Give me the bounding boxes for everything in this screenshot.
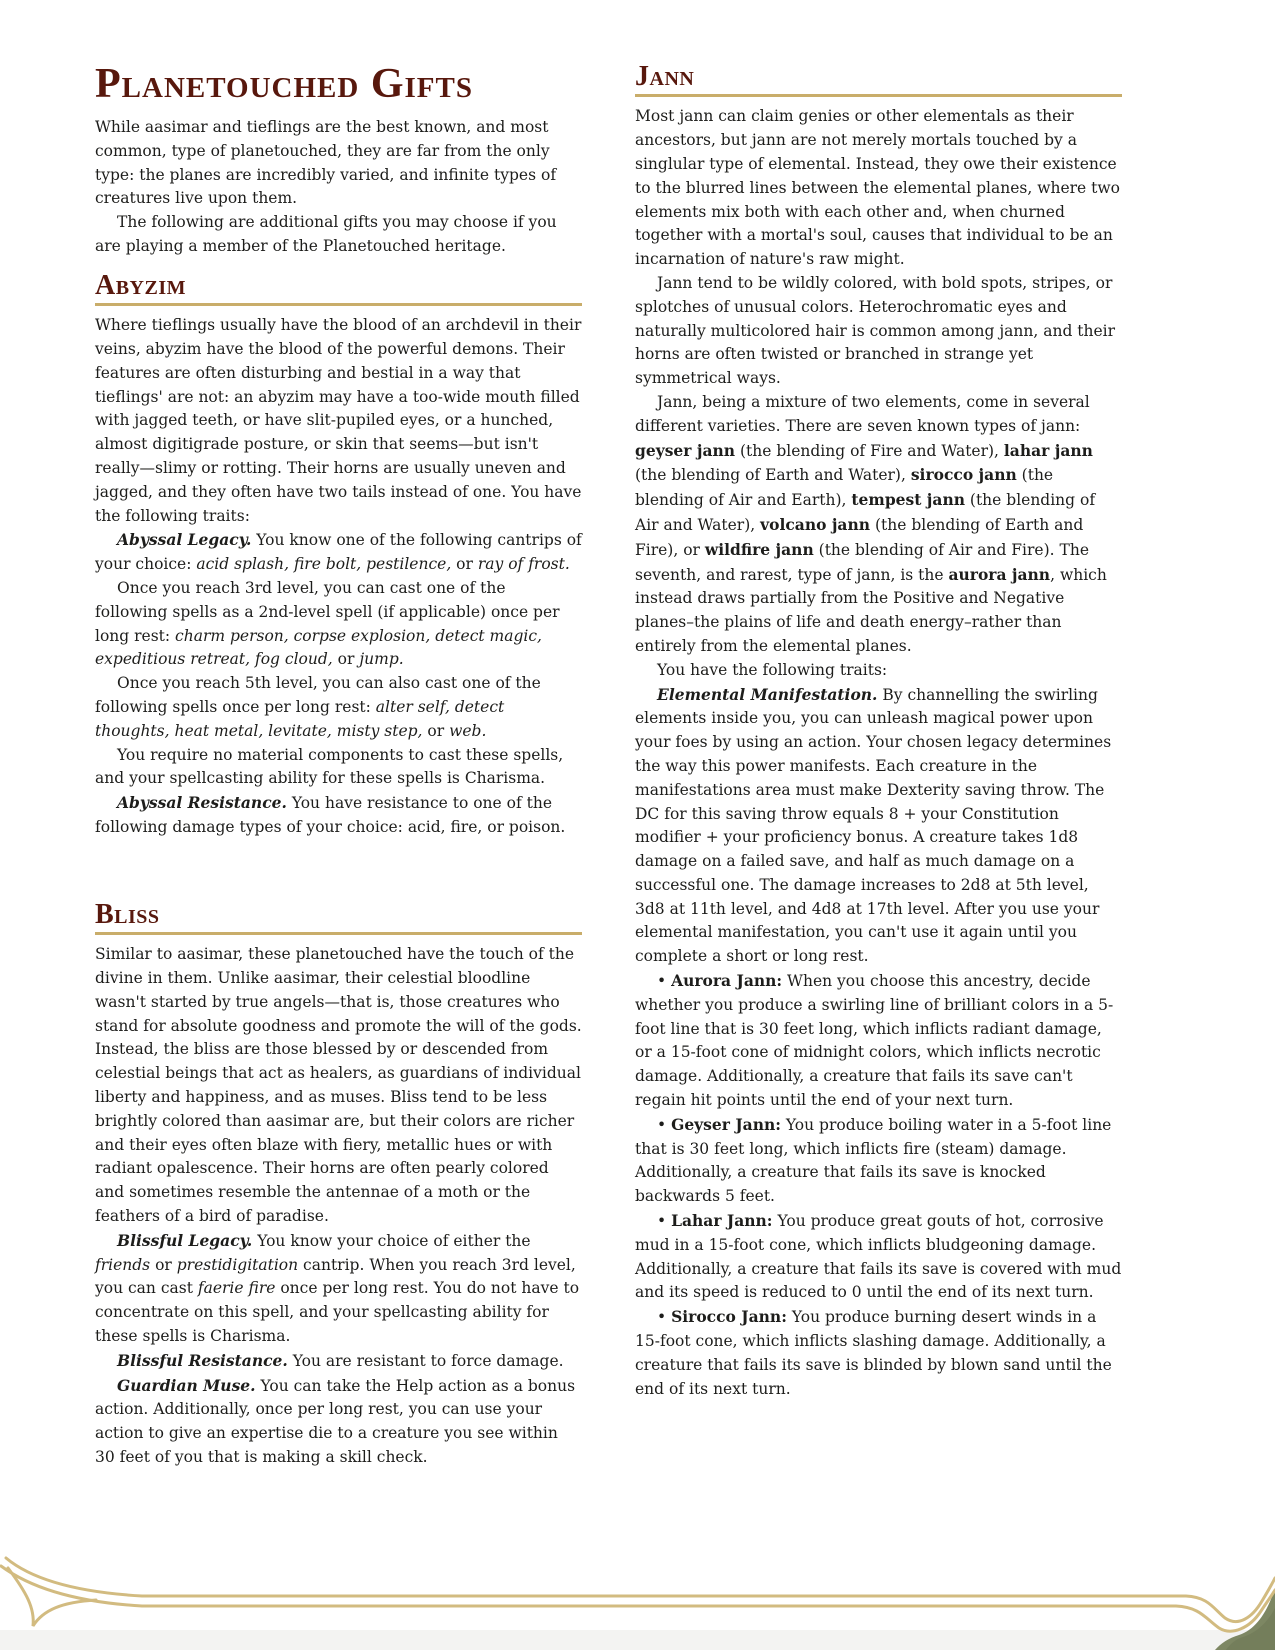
text-run-bi: Guardian Muse. (117, 1375, 256, 1395)
text-run: Jann tend to be wildly colored, with bold spots, stripes, or splotches of unusual colors. Heterochromatic eyes and naturally multicolored hair is common among jann, and their horns are often twisted or branched in strange yet symmetrical ways. (635, 273, 1116, 388)
text-run: or (332, 650, 360, 669)
text-run: • (657, 1212, 672, 1231)
right-column (635, 62, 1122, 1470)
text-run-i: faerie fire (197, 1279, 276, 1298)
paragraph (95, 577, 582, 672)
paragraph (95, 1349, 582, 1374)
text-run: Once you reach 3rd level, you can cast one of the following spells as a 2nd-level spell (if applicable) once per long rest: (95, 579, 560, 645)
text-run: , which instead draws partially from the Positive and Negative planes–the plains of life and death energy–rather than entirely from the elemental planes. (635, 565, 1107, 655)
left-column-sections (95, 116, 582, 1470)
paragraph (635, 105, 1122, 272)
gold-rule-lines (1, 1558, 1275, 1631)
text-run: You produce great gouts of hot, corrosive mud in a 15-foot cone, which inflicts bludgeoning damage. Additionally, a creature that fails its save is covered with mud and its speed is reduced to 0 until the end of its next turn. (635, 1212, 1122, 1302)
text-run: The following are additional gifts you may choose if you are playing a member of the Planetouched heritage. (95, 213, 557, 256)
text-run-bi: Blissful Legacy. (117, 1230, 253, 1250)
paragraph (95, 528, 582, 577)
page-title: Planetouched Gifts (95, 61, 473, 107)
text-run-b: tempest jann (851, 490, 965, 510)
text-run-b: Sirocco Jann: (671, 1307, 787, 1327)
text-run: once per long rest. You do not have to concentrate on this spell, and your spellcasting ability for these spells is Charisma. (95, 1279, 580, 1345)
text-run-b: wildfire jann (704, 539, 814, 559)
text-run-i: charm person, corpse explosion, detect magic, expeditious retreat, fog cloud, (95, 626, 542, 669)
paragraph (95, 791, 582, 840)
paragraph (635, 272, 1122, 391)
paragraph (635, 683, 1122, 970)
text-run-b: Aurora Jann: (671, 971, 783, 991)
text-run-bi: Abyssal Resistance. (117, 793, 287, 813)
text-run-bi: Elemental Manifestation. (657, 684, 878, 704)
content-columns (95, 62, 1122, 1470)
text-run-bi: Blissful Resistance. (117, 1350, 288, 1370)
text-run: Jann, being a mixture of two elements, come in several different varieties. There are seven known types of jann: (635, 392, 1090, 435)
text-run: When you choose this ancestry, decide whether you produce a swirling line of brilliant colors in a 5-foot line that is 30 feet long, which inflicts radiant damage, or a 15-foot cone of midnight colors, which inflicts necrotic damage. Additionally, a creature that fails its save can't regain hit points until the end of your next turn. (635, 972, 1114, 1110)
text-run-b: lahar jann (1003, 440, 1093, 460)
section-intro (95, 116, 582, 259)
paragraph (95, 1229, 582, 1349)
text-run: Where tieflings usually have the blood of an archdevil in their veins, abyzim have the blood of the powerful demons. Their features are often disturbing and bestial in a way that tieflings' are not: an abyzim may have a too-wide mouth filled with jagged teeth, or have slit-pupiled eyes, or a hunched, almost digitigrade posture, or skin that seems—but isn't really—slimy or rotting. Their horns are usually uneven and jagged, and they often have two tails instead of one. You have the following traits: (95, 316, 582, 525)
paragraph (635, 659, 1122, 683)
section-heading-jann: Jann (635, 62, 1122, 97)
text-run: (the blending of Air and Water), (635, 491, 1096, 534)
paragraph (635, 1209, 1122, 1305)
text-run-i: acid splash, fire bolt, pestilence, (196, 555, 452, 574)
text-run-bi: Abyssal Legacy. (117, 530, 252, 550)
text-run: (the blending of Earth and Water), (635, 466, 911, 485)
text-run: • (657, 1115, 672, 1134)
text-run: or (422, 721, 450, 740)
text-run: (the blending of Air and Earth), (635, 466, 1054, 510)
text-run: • (657, 1308, 672, 1327)
text-run: You can take the Help action as a bonus action. Additionally, once per long rest, you can use your action to give an expertise die to a creature you see within 30 feet of you that is making a skill check. (95, 1376, 576, 1466)
text-run-b: volcano jann (760, 514, 871, 534)
bottom-page-flourish (0, 1530, 1275, 1650)
text-run: cantrip. When you reach 3rd level, you can cast (95, 1255, 576, 1298)
left-column (95, 62, 582, 1470)
paragraph (635, 1113, 1122, 1209)
text-run-i: jump. (359, 650, 404, 669)
text-run-i: web. (449, 721, 487, 740)
paragraph (95, 116, 582, 211)
text-run: Most jann can claim genies or other elementals as their ancestors, but jann are not merely mortals touched by a singlular type of elemental. Instead, they owe their existence to the blurred lines between the elemental planes, where two elements mix both with each other and, when churned together with a mortal's soul, causes that individual to be an incarnation of nature's raw might. (635, 107, 1120, 269)
text-run-b: geyser jann (635, 440, 736, 460)
text-run: (the blending of Earth and Fire), or (635, 515, 1084, 559)
paragraph (95, 211, 582, 259)
text-run: or (150, 1255, 177, 1274)
text-run: (the blending of Air and Fire). The seventh, and rarest, type of jann, is the (635, 540, 1089, 584)
text-run-b: Geyser Jann: (671, 1114, 781, 1134)
text-run: Once you reach 5th level, you can also cast one of the following spells once per long rest: (95, 674, 541, 717)
text-run: • (657, 972, 672, 991)
section-jann (635, 62, 1122, 1401)
paragraph (95, 1374, 582, 1470)
text-run-b: Lahar Jann: (671, 1211, 773, 1231)
text-run: Similar to aasimar, these planetouched have the touch of the divine in them. Unlike aasimar, their celestial bloodline wasn't started by true angels—that is, those creatures who stand for absolute goodness and promote the will of the gods. Instead, the bliss are those blessed by or descended from celestial beings that act as healers, as guardians of individual liberty and happiness, and as muses. Bliss tend to be less brightly colored than aasimar are, but their colors are richer and their eyes often blaze with fiery, metallic hues or with radiant opalescence. Their horns are often pearly colored and sometimes resemble the antennae of a moth or the feathers of a bird of paradise. (95, 945, 582, 1225)
text-run-i: friends (95, 1255, 151, 1274)
paragraph (95, 744, 582, 792)
section-heading-abyzim: Abyzim (95, 271, 582, 306)
text-run-i: prestidigitation (176, 1255, 299, 1274)
text-run: By channelling the swirling elements inside you, you can unleash magical power upon your foes by using an action. Your chosen legacy determines the way this power manifests. Each creature in the manifestations area must make Dexterity saving throw. The DC for this saving throw equals 8 + your Constitution modifier + your proficiency bonus. A creature takes 1d8 damage on a failed save, and half as much damage on a successful one. The damage increases to 2d8 at 5th level, 3d8 at 11th level, and 4d8 at 17th level. After you use your elemental manifestation, you can't use it again until you complete a short or long rest. (635, 685, 1112, 966)
text-run: You know one of the following cantrips of your choice: (95, 531, 582, 574)
footer-strip (0, 1630, 1275, 1650)
paragraph (635, 391, 1122, 659)
text-run-b: aurora jann (948, 564, 1051, 584)
section-abyzim (95, 271, 582, 840)
text-run: You produce burning desert winds in a 15-foot cone, which inflicts slashing damage. Additionally, a creature that fails its save is blinded by blown sand until the end of its next turn. (635, 1308, 1112, 1398)
paragraph (95, 943, 582, 1229)
text-run: You know your choice of either the (252, 1231, 531, 1250)
paragraph (635, 1305, 1122, 1401)
section-bliss (95, 900, 582, 1470)
paragraph (635, 969, 1122, 1113)
paragraph (95, 672, 582, 743)
text-run: or (451, 555, 478, 574)
text-run: You require no material components to cast these spells, and your spellcasting ability for these spells is Charisma. (95, 745, 564, 788)
text-run: While aasimar and tieflings are the best known, and most common, type of planetouched, they are far from the only type: the planes are incredibly varied, and infinite types of creatures live upon them. (95, 118, 557, 208)
text-run: You have resistance to one of the following damage types of your choice: acid, fire, or poison. (95, 794, 566, 836)
paragraph (95, 314, 582, 528)
text-run-i: ray of frost. (477, 555, 570, 574)
section-heading-bliss: Bliss (95, 900, 582, 935)
text-run: You are resistant to force damage. (287, 1351, 564, 1370)
text-run: You have the following traits: (657, 660, 888, 679)
text-run: You produce boiling water in a 5-foot line that is 30 feet long, which inflicts fire (steam) damage. Additionally, a creature that fails its save is knocked backwards 5 feet. (635, 1115, 1112, 1206)
right-column-sections (635, 62, 1122, 1401)
text-run-i: alter self, detect thoughts, heat metal, levitate, misty step, (95, 698, 505, 740)
text-run: (the blending of Fire and Water), (735, 441, 1004, 460)
text-run-b: sirocco jann (910, 465, 1017, 485)
